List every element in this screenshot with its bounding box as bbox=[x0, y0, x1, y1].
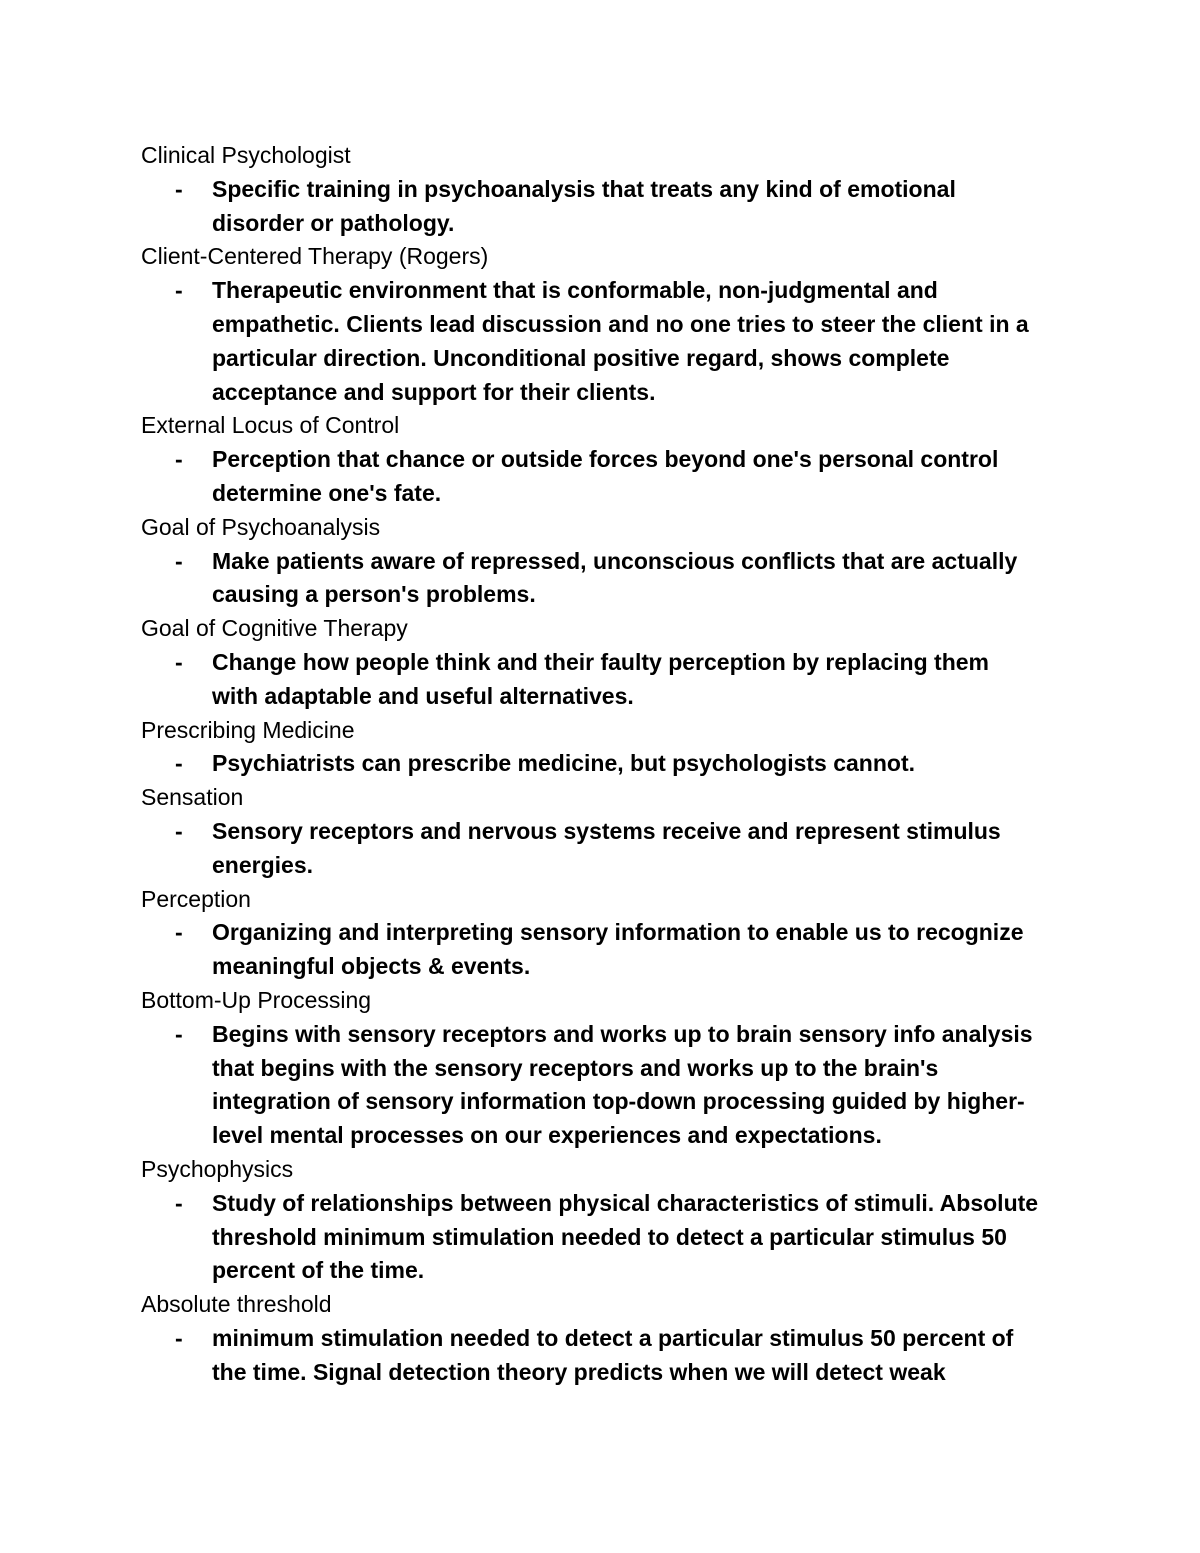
definition-item bbox=[141, 1322, 1061, 1390]
definition-line: Organizing and interpreting sensory information to enable us to recognize bbox=[212, 919, 1024, 946]
definition-line: Begins with sensory receptors and works up to brain sensory info analysis bbox=[212, 1020, 1033, 1047]
definition-line: percent of the time. bbox=[212, 1257, 425, 1284]
definition-item bbox=[141, 747, 1061, 781]
definition-line: empathetic. Clients lead discussion and no one tries to steer the client in a bbox=[212, 310, 1029, 337]
term-heading: Perception bbox=[141, 885, 251, 912]
dash-bullet: - bbox=[175, 446, 183, 473]
dash-bullet: - bbox=[175, 919, 183, 946]
notes-body bbox=[141, 139, 1061, 1389]
dash-bullet: - bbox=[175, 547, 183, 574]
definition-line: level mental processes on our experiences and expectations. bbox=[212, 1122, 882, 1149]
dash-bullet: - bbox=[175, 648, 183, 675]
definition-line: acceptance and support for their clients. bbox=[212, 378, 656, 405]
dash-bullet: - bbox=[175, 277, 183, 304]
definition-line: particular direction. Unconditional positive regard, shows complete bbox=[212, 344, 950, 371]
definition-item bbox=[141, 646, 1061, 714]
definition-item bbox=[141, 173, 1061, 241]
definition-line: Psychiatrists can prescribe medicine, but psychologists cannot. bbox=[212, 750, 915, 777]
dash-bullet: - bbox=[175, 750, 183, 777]
term-heading: External Locus of Control bbox=[141, 412, 400, 439]
definition-line: Make patients aware of repressed, unconscious conflicts that are actually bbox=[212, 547, 1018, 574]
term-heading: Psychophysics bbox=[141, 1155, 294, 1182]
definition-line: that begins with the sensory receptors and works up to the brain's bbox=[212, 1054, 939, 1081]
definition-line: disorder or pathology. bbox=[212, 209, 455, 236]
definition-line: with adaptable and useful alternatives. bbox=[212, 682, 634, 709]
definition-line: Change how people think and their faulty perception by replacing them bbox=[212, 648, 989, 675]
dash-bullet: - bbox=[175, 1189, 183, 1216]
term-heading: Client-Centered Therapy (Rogers) bbox=[141, 243, 489, 270]
term-heading: Goal of Psychoanalysis bbox=[141, 513, 381, 540]
definition-line: Specific training in psychoanalysis that treats any kind of emotional bbox=[212, 175, 956, 202]
definition-item bbox=[141, 815, 1061, 883]
term-heading: Bottom-Up Processing bbox=[141, 986, 372, 1013]
definition-line: the time. Signal detection theory predicts when we will detect weak bbox=[212, 1358, 946, 1385]
term-heading: Prescribing Medicine bbox=[141, 716, 355, 743]
definition-line: energies. bbox=[212, 851, 313, 878]
definition-line: Sensory receptors and nervous systems receive and represent stimulus bbox=[212, 817, 1001, 844]
definition-line: Therapeutic environment that is conformable, non-judgmental and bbox=[212, 277, 938, 304]
definition-line: meaningful objects & events. bbox=[212, 953, 531, 980]
definition-item bbox=[141, 916, 1061, 984]
definition-line: causing a person's problems. bbox=[212, 581, 536, 608]
term-heading: Absolute threshold bbox=[141, 1291, 332, 1318]
definition-line: Perception that chance or outside forces beyond one's personal control bbox=[212, 446, 999, 473]
definition-line: Study of relationships between physical characteristics of stimuli. Absolute bbox=[212, 1189, 1039, 1216]
definition-item bbox=[141, 274, 1061, 409]
dash-bullet: - bbox=[175, 1020, 183, 1047]
dash-bullet: - bbox=[175, 175, 183, 202]
definition-line: minimum stimulation needed to detect a particular stimulus 50 percent of bbox=[212, 1324, 1014, 1351]
definition-line: threshold minimum stimulation needed to detect a particular stimulus 50 bbox=[212, 1223, 1007, 1250]
dash-bullet: - bbox=[175, 817, 183, 844]
definition-item bbox=[141, 443, 1061, 511]
definition-item bbox=[141, 545, 1061, 613]
definition-line: integration of sensory information top-down processing guided by higher- bbox=[212, 1088, 1025, 1115]
term-heading: Goal of Cognitive Therapy bbox=[141, 615, 408, 642]
term-heading: Clinical Psychologist bbox=[141, 142, 351, 168]
dash-bullet: - bbox=[175, 1324, 183, 1351]
definition-line: determine one's fate. bbox=[212, 479, 442, 506]
definition-item bbox=[141, 1187, 1061, 1288]
term-heading: Sensation bbox=[141, 784, 244, 811]
definition-item bbox=[141, 1018, 1061, 1153]
